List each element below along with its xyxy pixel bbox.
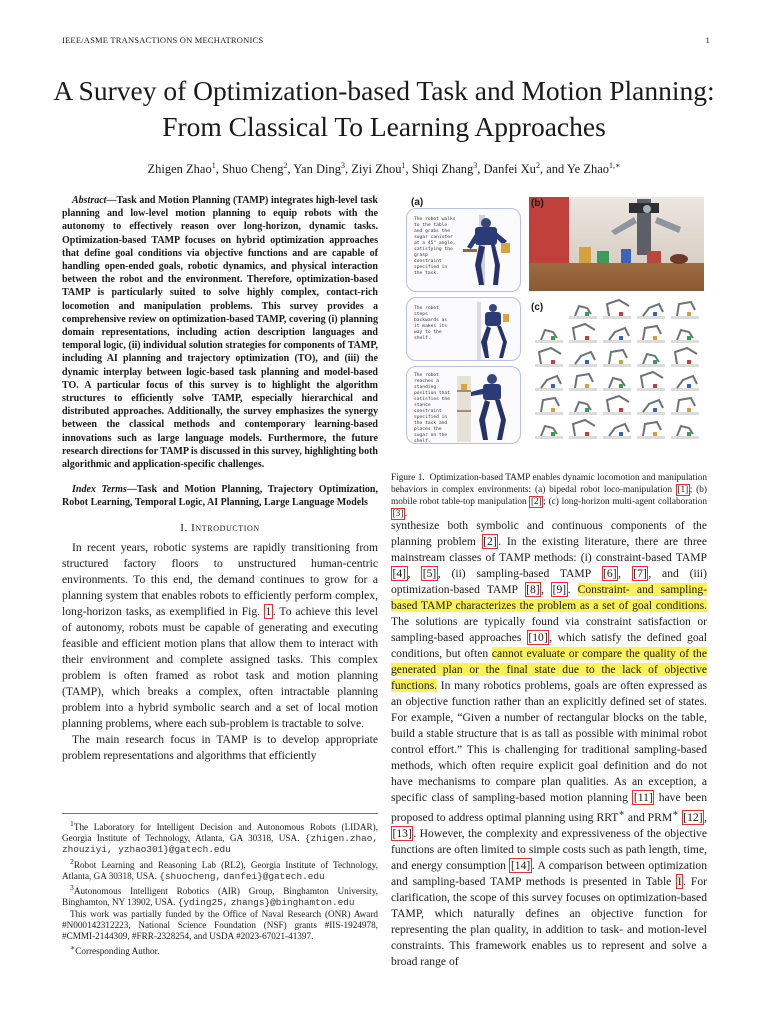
block-thumbnail	[585, 360, 589, 364]
intro-paragraph-2: The main research focus in TAMP is to develop appropriate problem representations and algorithms that efficiently	[62, 732, 378, 762]
step-3-description: The robot reaches a standing position that satisfies the stance constraint specified in the task and places the sugar on the shelf.	[414, 373, 450, 444]
block-thumbnail	[687, 312, 691, 316]
intro-paragraph-1: In recent years, robotic systems are rapidly transitioning from structured factory floors to unstructured human-centric environments. To this end, the demand continues to grow for a planning system that enables robots to efficiently perform complex, long-horizon tasks, as exemplified in Fig. 1 . To achieve this level of autonomy, robots must be capable of generating and executing feasible and efficient motion plans that allow them to interact with their environment and complete assigned tasks. This complex problem is often framed as robot task and motion planning (TAMP), which breaks a complex, often intractable planning problem into a hybrid symbolic search and a set of local motion planning problems, where each sub-problem is tractable to solve.	[62, 540, 378, 730]
robot-arm-thumbnail	[607, 396, 629, 412]
block-thumbnail	[653, 336, 657, 340]
reference-link[interactable]: [1]	[677, 485, 689, 495]
block-thumbnail	[551, 408, 555, 412]
block-thumbnail	[551, 432, 555, 436]
footnote-affiliation-2: $^2$Robot Learning and Reasoning Lab (RL2), Georgia Institute of Technology, Atlanta, GA 30318, USA. {shuocheng, danfei}@gatech.edu	[62, 856, 378, 882]
author: Ziyi Zhou$^1$,	[351, 161, 412, 177]
arm-thumbnail-base	[671, 364, 699, 367]
block-thumbnail	[585, 408, 589, 412]
block-thumbnail	[585, 384, 589, 388]
block-thumbnail	[551, 384, 555, 388]
email-address[interactable]: {zhigen.zhao, zhouziyi, yzhao301}@gatech.edu	[62, 833, 378, 856]
author: Danfei Xu$^2$, and	[483, 161, 567, 177]
arm-thumbnail-base	[637, 388, 665, 391]
block-thumbnail	[585, 432, 589, 436]
author: Shiqi Zhang$^3$,	[411, 161, 484, 177]
arm-thumbnail-base	[569, 364, 597, 367]
author: Shuo Cheng$^2$,	[221, 161, 294, 177]
arm-thumbnail-base	[637, 436, 665, 439]
paper-title: A Survey of Optimization-based Task and Motion Planning: From Classical To Learning Approaches	[53, 75, 715, 142]
robot-arm-thumbnail	[607, 300, 629, 316]
block-thumbnail	[551, 336, 555, 340]
arm-thumbnail-base	[671, 412, 699, 415]
biped-robot-walking-image	[463, 302, 518, 360]
block-thumbnail	[585, 336, 589, 340]
section-heading-introduction: I. Introduction	[180, 521, 260, 534]
robot-arm-thumbnail	[677, 398, 695, 412]
reference-link[interactable]: [3]	[392, 509, 404, 519]
footnote-affiliation-3: $^3$Autonomous Intelligent Robotics (AIR) Group, Binghamton University, Binghamton, NY 13902, USA. {yding25, zhangs}@binghamton.edu	[62, 883, 378, 909]
author: Zhigen Zhao$^1$,	[147, 161, 222, 177]
abstract-text: —Task and Motion Planning (TAMP) integrates high-level task planning and low-level motion planning to equip robots with the autonomy to effectively reason over long-horizon, dynamic tasks. Optimization-based TAMP focuses on hybrid optimization approaches that define goal conditions via objective functions and are capable of handling open-ended goals, robotic dynamics, and physical interaction between the robot and the environment. Therefore, optimization-based TAMP is particularly suited to solve highly complex, contact-rich locomotion and manipulation problems. This survey provides a comprehensive review on optimization-based TAMP, covering (i) planning domain representations, including action description languages and temporal logic, (ii) individual solution strategies for components of TAMP, including AI planning and trajectory optimization (TO), and (iii) the dynamic interplay between logic-based task planning and model-based TO. A particular focus of this survey is to highlight the algorithm structures to efficiently solve TAMP, especially hierarchical and distributed approaches. Additionally, the survey emphasizes the synergy between the classical methods and contemporary learning-based innovations such as large language models. Furthermore, the future research directions for TAMP is discussed in this survey, highlighting both algorithmic and application-specific challenges.	[62, 195, 379, 471]
abstract-label: Abstract	[72, 195, 107, 206]
left-column	[62, 194, 378, 764]
reference-link[interactable]: [14]	[510, 858, 531, 872]
block-thumbnail	[687, 432, 691, 436]
reference-link[interactable]: [11]	[633, 791, 653, 804]
robot-arm-thumbnail	[641, 372, 663, 388]
robot-arm-thumbnail	[643, 422, 661, 436]
arm-thumbnail-base	[535, 340, 563, 343]
reference-link[interactable]: [2]	[530, 497, 542, 507]
reference-link[interactable]: [12]	[683, 810, 703, 824]
author: Yan Ding$^3$,	[293, 161, 352, 177]
table-reference-link[interactable]: I	[677, 874, 682, 888]
index-terms	[62, 483, 378, 509]
step-1-description: The robot walks to the table and grabs the sugar canister at a 45° angle, satisfying the grasp constraint specified in the task.	[414, 217, 456, 276]
block-thumbnail	[687, 384, 691, 388]
arm-thumbnail-base	[535, 388, 563, 391]
figure-1	[391, 194, 708, 519]
arm-thumbnail-base	[603, 388, 631, 391]
arm-thumbnail-base	[569, 436, 597, 439]
footnote-funding: This work was partially funded by the Office of Naval Research (ONR) Award #N000142312223, National Science Foundation (NSF) grants #IIS-1924978, #CMMI-2144309, #FRR-2328254, and USDA #2023-67021-41397.	[62, 908, 378, 942]
right-column-paragraph: synthesize both symbolic and continuous components of the planning problem [2] . In the existing literature, there are three mainstream classes of TAMP methods: (i) constraint-based TAMP [4] , [5] , (ii) sampling-based TAMP [6] , [7] , and (iii) optimization-based TAMP [8] , [9] . Constraint- and sampling-based TAMP characterizes the problem as a set of goal conditions. The solutions are typically found via constraint satisfaction or sampling-based approaches [10] , which satisfy the defined goal conditions, but often cannot evaluate or compare the quality of the generated plan or the final state due to the lack of objective functions. In many robotics problems, goals are often expressed as an objective function rather than an explicitly defined set of states. For example, “Given a number of rectangular blocks on the table, build a stable structure that is as tall as possible with minimal robot control effort.” This is challenging for traditional sampling-based methods, which often require explicit goal definition and do not have mechanisms to compare plan qualities. As an exception, a specific class of sampling-based motion planning [11] have been proposed to address optimal planning using RRT∗ and PRM∗ [12] , [13] . However, the complexity and expressiveness of the objective functions are often limited to simple costs such as path length, time, and energy consumption [14] . A comparison between optimization and sampling-based TAMP methods is presented in Table I . For clarification, the scope of this survey focuses on optimization-based TAMP, which naturally defines an objective function for representing the plan quality, in addition to task- and motion-level constraints. This framework enables us to represent and solve a broad range of	[391, 519, 708, 968]
arm-thumbnail-base	[535, 436, 563, 439]
reference-link[interactable]: [10]	[528, 631, 548, 644]
block-thumbnail	[619, 408, 623, 412]
arm-thumbnail-base	[535, 412, 563, 415]
running-head	[62, 35, 710, 45]
arm-thumbnail-base	[637, 316, 665, 319]
author: Ye Zhao$^{1,∗}$	[566, 161, 621, 177]
block-thumbnail	[653, 360, 657, 364]
robot-arm-thumbnail	[539, 348, 561, 364]
arm-thumbnail-base	[569, 340, 597, 343]
reference-link[interactable]: [5]	[422, 567, 437, 580]
panel-a-step-1	[406, 208, 521, 292]
figure-1-caption: Figure 1. Optimization-based TAMP enables dynamic locomotion and manipulation behaviors in complex environments: (a) bipedal robot loco-manipulation [1] ; (b) mobile robot table-top manipulation [2] ; (c) long-horizon multi-agent collaboration [3] .	[391, 473, 708, 519]
panel-label-c: (c)	[531, 302, 544, 313]
robot-arm-thumbnail	[609, 350, 627, 364]
footnote-affiliation-1: $^1$The Laboratory for Intelligent Decision and Autonomous Robots (LIDAR), Georgia Institute of Technology, Atlanta, GA 30318, USA. {zhigen.zhao, zhouziyi, yzhao301}@gatech.edu	[62, 819, 378, 856]
reference-link[interactable]: [6]	[603, 567, 617, 580]
arm-thumbnail-base	[671, 388, 699, 391]
robot-arm-thumbnail	[677, 302, 695, 316]
robot-arm-thumbnail	[675, 348, 697, 364]
arm-thumbnail-base	[603, 364, 631, 367]
highlighted-text: cannot evaluate or compare the quality of the generated plan or the final state due to the lack of objective functions.	[391, 647, 707, 692]
arm-thumbnail-base	[569, 412, 597, 415]
index-terms-label: Index Terms	[72, 484, 127, 496]
block-thumbnail	[687, 408, 691, 412]
robot-arm-thumbnail	[573, 324, 595, 340]
index-terms-text: —Task and Motion Planning, Trajectory Optimization, Robot Learning, Temporal Logic, AI Planning, Large Language Models	[62, 484, 378, 509]
step-2-description: The robot steps backwards as it makes its way to the shelf.	[414, 306, 448, 341]
multi-arm-collaboration-grid	[529, 296, 705, 444]
reference-link[interactable]: [7]	[633, 567, 647, 580]
biped-robot-shelf-image	[455, 370, 517, 442]
figure-reference-link[interactable]: 1	[265, 604, 272, 618]
reference-link[interactable]: [2]	[483, 535, 497, 548]
block-thumbnail	[551, 360, 555, 364]
panel-label-a: (a)	[411, 197, 424, 208]
block-thumbnail	[619, 384, 623, 388]
mobile-robot-tabletop-image	[529, 197, 704, 291]
panel-label-b: (b)	[531, 198, 544, 209]
block-thumbnail	[653, 408, 657, 412]
highlighted-text: Constraint- and sampling-based TAMP characterizes the problem as a set of goal conditions.	[391, 583, 708, 612]
arm-thumbnail-base	[671, 316, 699, 319]
panel-b-photo	[529, 197, 704, 291]
robot-arm-thumbnail	[573, 420, 595, 436]
arm-thumbnail-base	[671, 436, 699, 439]
robot-arm-thumbnail	[575, 374, 593, 388]
arm-thumbnail-base	[603, 316, 631, 319]
arm-thumbnail-base	[671, 340, 699, 343]
arm-thumbnail-base	[535, 364, 563, 367]
biped-robot-grasp-image	[457, 213, 517, 291]
reference-link[interactable]: [4]	[392, 567, 407, 580]
footnotes	[62, 813, 378, 957]
arm-thumbnail-base	[603, 436, 631, 439]
email-address[interactable]: danfei}@gatech.edu	[223, 870, 325, 882]
reference-link[interactable]: [8]	[526, 583, 540, 596]
block-thumbnail	[653, 432, 657, 436]
block-thumbnail	[619, 312, 623, 316]
footnote-corresponding: ∗Corresponding Author.	[70, 943, 160, 957]
block-thumbnail	[619, 432, 623, 436]
block-thumbnail	[619, 360, 623, 364]
reference-link[interactable]: [9]	[552, 583, 567, 596]
robot-arm-thumbnail	[643, 326, 661, 340]
arm-thumbnail-base	[569, 316, 597, 319]
abstract	[62, 194, 378, 471]
block-thumbnail	[653, 384, 657, 388]
block-thumbnail	[653, 312, 657, 316]
right-column	[391, 194, 707, 970]
block-thumbnail	[585, 312, 589, 316]
page-number: 1	[705, 35, 710, 45]
arm-thumbnail-base	[603, 340, 631, 343]
reference-link[interactable]: [13]	[392, 826, 412, 840]
journal-name: IEEE/ASME TRANSACTIONS ON MECHATRONICS	[62, 35, 264, 45]
arm-thumbnail-base	[637, 340, 665, 343]
email-address[interactable]: {shuocheng,	[159, 870, 222, 882]
panel-a-step-3	[406, 366, 521, 444]
arm-thumbnail-base	[569, 388, 597, 391]
panel-a-step-2	[406, 297, 521, 361]
block-thumbnail	[687, 360, 691, 364]
email-address[interactable]: {yding25,	[177, 897, 229, 909]
author-list	[40, 161, 728, 177]
robot-arm-thumbnail	[541, 398, 559, 412]
block-thumbnail	[619, 336, 623, 340]
arm-thumbnail-base	[603, 412, 631, 415]
block-thumbnail	[687, 336, 691, 340]
arm-thumbnail-base	[637, 364, 665, 367]
arm-thumbnail-base	[637, 412, 665, 415]
email-address[interactable]: zhangs}@binghamton.edu	[230, 897, 355, 909]
